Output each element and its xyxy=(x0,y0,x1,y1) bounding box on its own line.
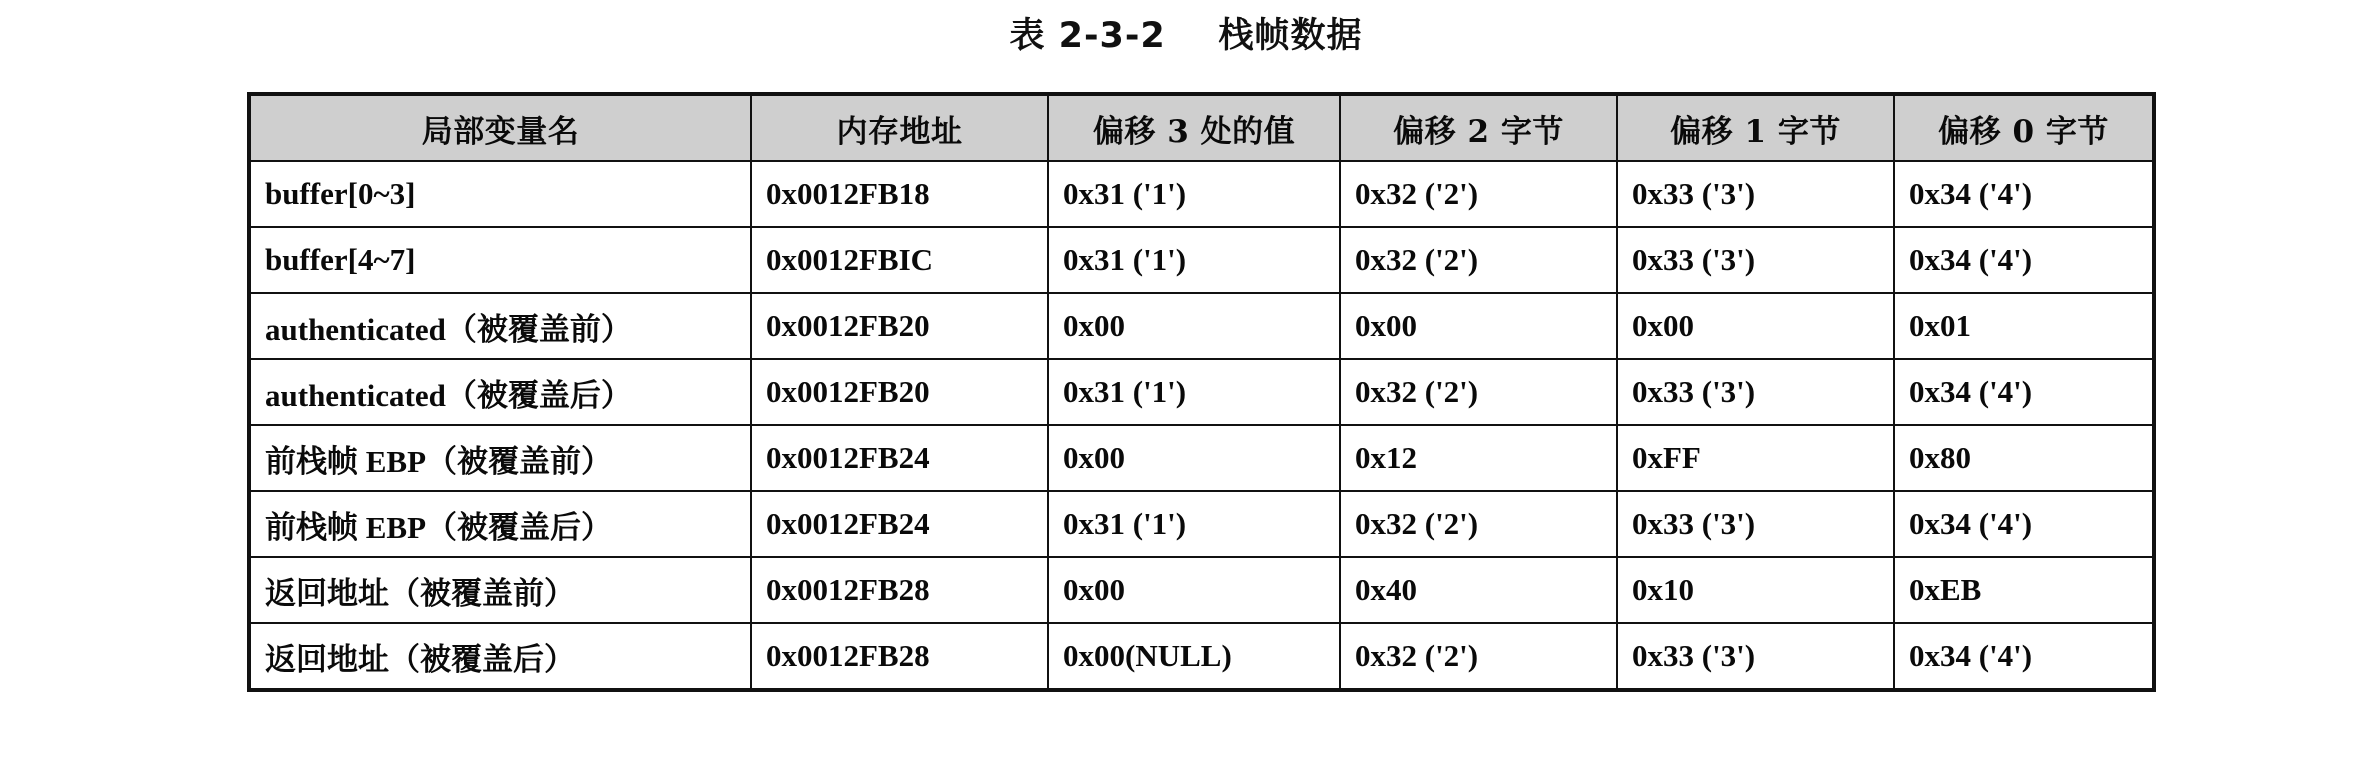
cell-offset-1: 0x33 ('3') xyxy=(1617,491,1894,557)
cell-offset-1: 0x33 ('3') xyxy=(1617,623,1894,690)
cell-offset-3: 0x31 ('1') xyxy=(1048,161,1340,227)
stack-frame-table-container xyxy=(247,92,2152,692)
cell-offset-0: 0xEB xyxy=(1894,557,2154,623)
cell-offset-1: 0x00 xyxy=(1617,293,1894,359)
table-header-row xyxy=(249,94,2154,161)
cell-offset-1: 0x33 ('3') xyxy=(1617,359,1894,425)
cell-offset-0: 0x34 ('4') xyxy=(1894,161,2154,227)
cell-variable-name: authenticated（被覆盖前） xyxy=(249,293,751,359)
table-caption: 表 2-3-2 栈帧数据 xyxy=(1009,16,1363,56)
cell-memory-address: 0x0012FB28 xyxy=(751,557,1048,623)
table-row xyxy=(249,161,2154,227)
table-body xyxy=(249,161,2154,690)
stack-frame-table xyxy=(247,92,2156,692)
cell-variable-name: 前栈帧 EBP（被覆盖后） xyxy=(249,491,751,557)
table-row xyxy=(249,359,2154,425)
cell-offset-0: 0x34 ('4') xyxy=(1894,359,2154,425)
cell-offset-2: 0x32 ('2') xyxy=(1340,359,1617,425)
cell-memory-address: 0x0012FB18 xyxy=(751,161,1048,227)
cell-offset-0: 0x34 ('4') xyxy=(1894,623,2154,690)
cell-memory-address: 0x0012FB20 xyxy=(751,293,1048,359)
cell-variable-name: 返回地址（被覆盖前） xyxy=(249,557,751,623)
table-row xyxy=(249,623,2154,690)
cell-memory-address: 0x0012FB20 xyxy=(751,359,1048,425)
table-row xyxy=(249,425,2154,491)
column-header-offset-0: 偏移 0 字节 xyxy=(1894,94,2154,161)
column-header-variable-name: 局部变量名 xyxy=(249,94,751,161)
cell-offset-2: 0x00 xyxy=(1340,293,1617,359)
cell-memory-address: 0x0012FB24 xyxy=(751,425,1048,491)
column-header-offset-2: 偏移 2 字节 xyxy=(1340,94,1617,161)
cell-offset-3: 0x00(NULL) xyxy=(1048,623,1340,690)
cell-offset-3: 0x00 xyxy=(1048,425,1340,491)
cell-offset-2: 0x32 ('2') xyxy=(1340,491,1617,557)
cell-variable-name: 前栈帧 EBP（被覆盖前） xyxy=(249,425,751,491)
cell-offset-0: 0x34 ('4') xyxy=(1894,227,2154,293)
column-header-offset-3: 偏移 3 处的值 xyxy=(1048,94,1340,161)
cell-offset-3: 0x31 ('1') xyxy=(1048,359,1340,425)
cell-variable-name: 返回地址（被覆盖后） xyxy=(249,623,751,690)
cell-offset-0: 0x80 xyxy=(1894,425,2154,491)
cell-offset-2: 0x32 ('2') xyxy=(1340,161,1617,227)
cell-offset-3: 0x00 xyxy=(1048,557,1340,623)
table-row xyxy=(249,557,2154,623)
cell-variable-name: buffer[4~7] xyxy=(249,227,751,293)
column-header-offset-1: 偏移 1 字节 xyxy=(1617,94,1894,161)
cell-offset-3: 0x31 ('1') xyxy=(1048,491,1340,557)
cell-memory-address: 0x0012FBIC xyxy=(751,227,1048,293)
cell-offset-1: 0x10 xyxy=(1617,557,1894,623)
table-header xyxy=(249,94,2154,161)
cell-offset-2: 0x32 ('2') xyxy=(1340,623,1617,690)
cell-memory-address: 0x0012FB24 xyxy=(751,491,1048,557)
column-header-memory-address: 内存地址 xyxy=(751,94,1048,161)
cell-memory-address: 0x0012FB28 xyxy=(751,623,1048,690)
cell-offset-3: 0x31 ('1') xyxy=(1048,227,1340,293)
cell-variable-name: buffer[0~3] xyxy=(249,161,751,227)
cell-offset-0: 0x34 ('4') xyxy=(1894,491,2154,557)
cell-variable-name: authenticated（被覆盖后） xyxy=(249,359,751,425)
cell-offset-3: 0x00 xyxy=(1048,293,1340,359)
table-row xyxy=(249,227,2154,293)
table-row xyxy=(249,491,2154,557)
cell-offset-1: 0x33 ('3') xyxy=(1617,161,1894,227)
cell-offset-1: 0x33 ('3') xyxy=(1617,227,1894,293)
cell-offset-2: 0x32 ('2') xyxy=(1340,227,1617,293)
cell-offset-0: 0x01 xyxy=(1894,293,2154,359)
cell-offset-2: 0x12 xyxy=(1340,425,1617,491)
cell-offset-1: 0xFF xyxy=(1617,425,1894,491)
cell-offset-2: 0x40 xyxy=(1340,557,1617,623)
table-row xyxy=(249,293,2154,359)
